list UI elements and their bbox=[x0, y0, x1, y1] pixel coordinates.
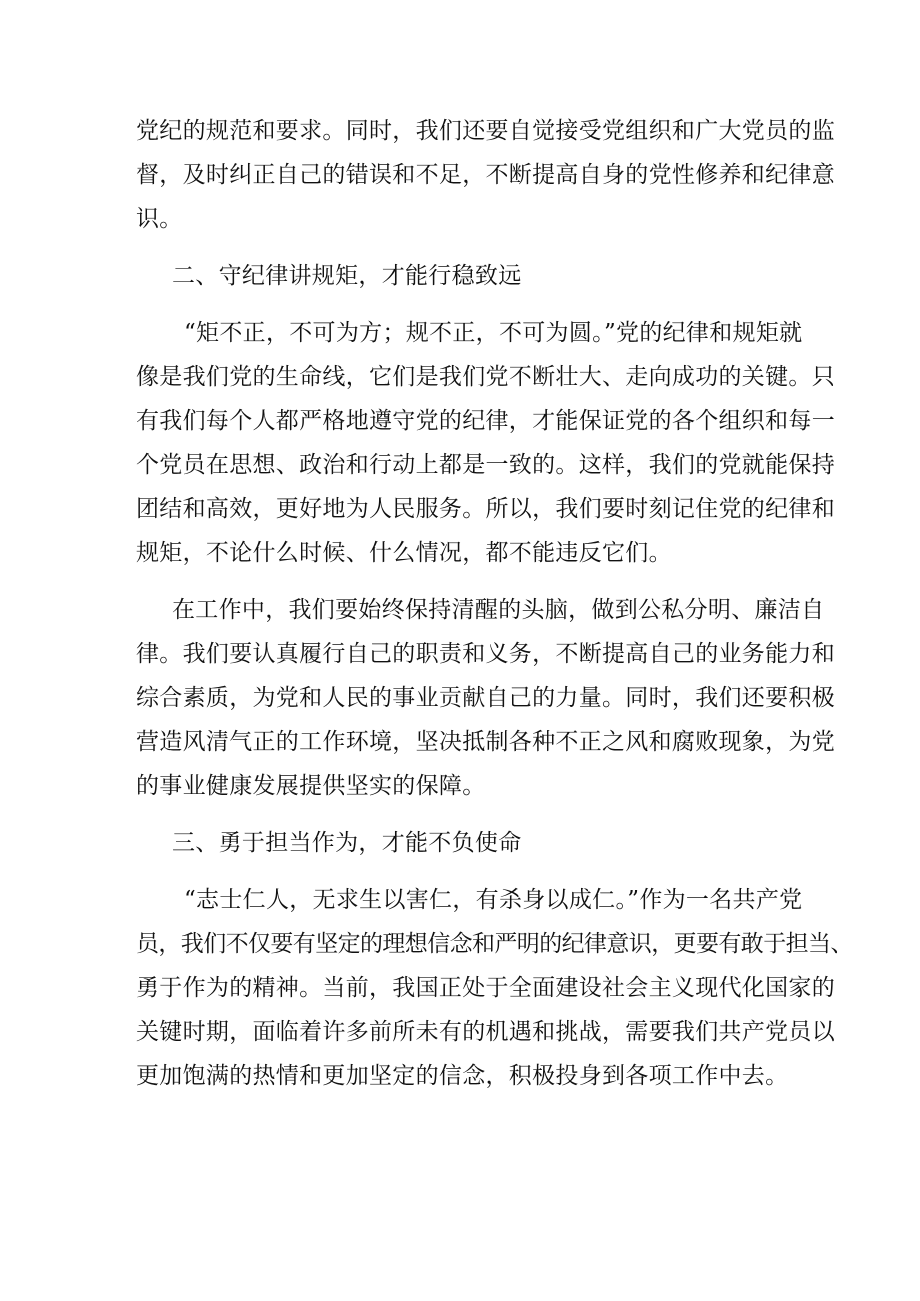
body-text-line: 规矩，不论什么时候、什么情况，都不能违反它们。 bbox=[136, 540, 672, 566]
body-text-line: 个党员在思想、政治和行动上都是一致的。这样，我们的党就能保持 bbox=[136, 452, 835, 478]
body-text-line: 员，我们不仅要有坚定的理想信念和严明的纪律意识，更要有敢于担当、 bbox=[136, 931, 853, 957]
section-heading: 三、勇于担当作为，才能不负使命 bbox=[172, 830, 522, 856]
body-text-line: 像是我们党的生命线，它们是我们党不断壮大、走向成功的关键。只 bbox=[136, 364, 835, 390]
section-heading: 二、守纪律讲规矩，才能行稳致远 bbox=[172, 263, 522, 289]
body-text-line: 勇于作为的精神。当前，我国正处于全面建设社会主义现代化国家的 bbox=[136, 975, 835, 1001]
body-text-line: 有我们每个人都严格地遵守党的纪律，才能保证党的各个组织和每一 bbox=[136, 408, 835, 434]
body-text-line: “志士仁人，无求生以害仁，有杀身以成仁。”作为一名共产党 bbox=[184, 887, 803, 913]
body-text-line: 律。我们要认真履行自己的职责和义务，不断提高自己的业务能力和 bbox=[136, 641, 835, 667]
body-text-line: 更加饱满的热情和更加坚定的信念，积极投身到各项工作中去。 bbox=[136, 1063, 789, 1089]
body-text-line: 的事业健康发展提供坚实的保障。 bbox=[136, 773, 486, 799]
body-text-line: 督，及时纠正自己的错误和不足，不断提高自身的党性修养和纪律意 bbox=[136, 162, 835, 188]
body-text-line: 综合素质，为党和人民的事业贡献自己的力量。同时，我们还要积极 bbox=[136, 685, 835, 711]
body-text-line: 营造风清气正的工作环境，坚决抵制各种不正之风和腐败现象，为党 bbox=[136, 729, 835, 755]
body-text-line: 关键时期，面临着许多前所未有的机遇和挑战，需要我们共产党员以 bbox=[136, 1019, 835, 1045]
body-text-line: “矩不正，不可为方；规不正，不可为圆。”党的纪律和规矩就 bbox=[184, 320, 803, 346]
body-text-line: 在工作中，我们要始终保持清醒的头脑，做到公私分明、廉洁自 bbox=[172, 597, 825, 623]
body-text-line: 识。 bbox=[136, 206, 183, 232]
body-text-line: 党纪的规范和要求。同时，我们还要自觉接受党组织和广大党员的监 bbox=[136, 118, 835, 144]
body-text-line: 团结和高效，更好地为人民服务。所以，我们要时刻记住党的纪律和 bbox=[136, 496, 835, 522]
